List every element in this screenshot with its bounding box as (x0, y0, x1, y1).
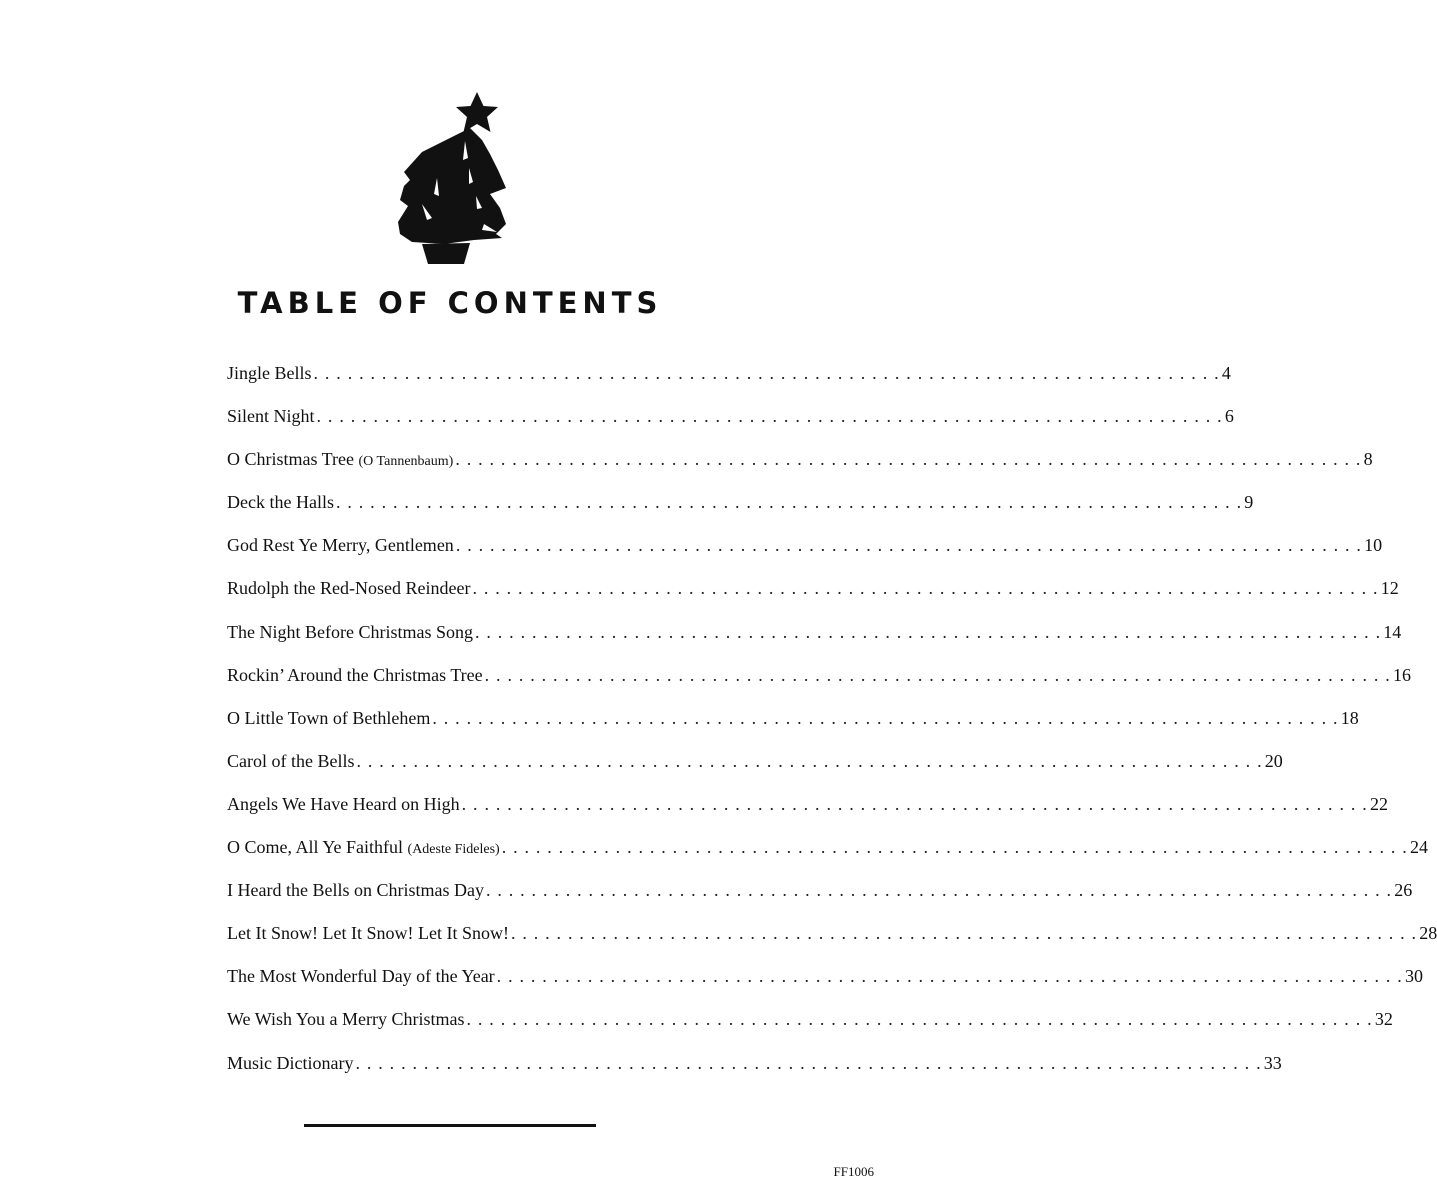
toc-entry-page-number: 30 (1404, 966, 1423, 987)
dot-leader: . . . . . . . . . . . . . . . . . . . . . . . . . . . . . . . . . . . . . . . . . . . . . . . . . . . . . . . . . . . . . . . . . . . . . . . . . . . . . . . . (335, 492, 1243, 513)
toc-entry (227, 917, 1437, 960)
toc-entry-title: Let It Snow! Let It Snow! Let It Snow! (227, 923, 509, 944)
toc-entry-page-number: 26 (1394, 880, 1413, 901)
dot-leader: . . . . . . . . . . . . . . . . . . . . . . . . . . . . . . . . . . . . . . . . . . . . . . . . . . . . . . . . . . . . . . . . . . . . . . . . . . . . . . . . (466, 1009, 1373, 1030)
toc-entry-page-number: 6 (1224, 406, 1234, 427)
toc-entry-page-number: 24 (1410, 837, 1428, 858)
toc-entry-page-number: 20 (1264, 750, 1283, 771)
dot-leader: . . . . . . . . . . . . . . . . . . . . . . . . . . . . . . . . . . . . . . . . . . . . . . . . . . . . . . . . . . . . . . . . . . . . . . . . . . . . . . . . (455, 449, 1362, 470)
toc-entry (227, 1047, 1282, 1090)
toc-entry (227, 874, 1413, 917)
dot-leader: . . . . . . . . . . . . . . . . . . . . . . . . . . . . . . . . . . . . . . . . . . . . . . . . . . . . . . . . . . . . . . . . . . . . . . . . . . . . . . . . (313, 363, 1220, 383)
toc-entry-page-number: 32 (1374, 1009, 1393, 1030)
toc-entry (227, 486, 1254, 529)
toc-entry-title: Silent Night (227, 406, 315, 427)
catalog-code: FF1006 (833, 1164, 874, 1179)
dot-leader: . . . . . . . . . . . . . . . . . . . . . . . . . . . . . . . . . . . . . . . . . . . . . . . . . . . . . . . . . . . . . . . . . . . . . . . . . . . . . . . . (510, 923, 1418, 944)
toc-entry-title: Deck the Halls (227, 492, 334, 513)
christmas-tree-icon (394, 88, 510, 268)
dot-leader: . . . . . . . . . . . . . . . . . . . . . . . . . . . . . . . . . . . . . . . . . . . . . . . . . . . . . . . . . . . . . . . . . . . . . . . . . . . . . . . . (455, 535, 1363, 556)
toc-entry (227, 443, 1373, 486)
toc-entry-page-number: 16 (1392, 664, 1411, 685)
toc-entry-title: I Heard the Bells on Christmas Day (227, 880, 484, 901)
toc-entry (227, 659, 1411, 702)
toc-entry (227, 400, 1234, 443)
dot-leader: . . . . . . . . . . . . . . . . . . . . . . . . . . . . . . . . . . . . . . . . . . . . . . . . . . . . . . . . . . . . . . . . . . . . . . . . . . . . . . . . (432, 707, 1339, 728)
toc-entry-title: O Come, All Ye Faithful (227, 837, 404, 858)
dot-leader: . . . . . . . . . . . . . . . . . . . . . . . . . . . . . . . . . . . . . . . . . . . . . . . . . . . . . . . . . . . . . . . . . . . . . . . . . . . . . . . . (355, 1052, 1262, 1073)
dot-leader: . . . . . . . . . . . . . . . . . . . . . . . . . . . . . . . . . . . . . . . . . . . . . . . . . . . . . . . . . . . . . . . . . . . . . . . . . . . . . . . . (485, 880, 1393, 901)
toc-entry-title: The Most Wonderful Day of the Year (227, 966, 495, 987)
toc-entry-page-number: 18 (1340, 707, 1359, 728)
toc-entry-title: O Little Town of Bethlehem (227, 707, 431, 728)
dot-leader: . . . . . . . . . . . . . . . . . . . . . . . . . . . . . . . . . . . . . . . . . . . . . . . . . . . . . . . . . . . . . . . . . . . . . . . . . . . . . . . . (474, 621, 1382, 642)
toc-entry (227, 357, 1231, 400)
toc-entry (227, 529, 1383, 572)
dot-leader: . . . . . . . . . . . . . . . . . . . . . . . . . . . . . . . . . . . . . . . . . . . . . . . . . . . . . . . . . . . . . . . . . . . . . . . . . . . . . . . . (484, 664, 1391, 685)
toc-entry-page-number: 12 (1380, 578, 1399, 599)
toc-entry-page-number: 8 (1363, 449, 1373, 470)
dot-leader: . . . . . . . . . . . . . . . . . . . . . . . . . . . . . . . . . . . . . . . . . . . . . . . . . . . . . . . . . . . . . . . . . . . . . . . . . . . . . . . . (496, 966, 1403, 987)
dot-leader: . . . . . . . . . . . . . . . . . . . . . . . . . . . . . . . . . . . . . . . . . . . . . . . . . . . . . . . . . . . . . . . . . . . . . . . . . . . . . . . . (316, 406, 1223, 427)
toc-entry (227, 1003, 1393, 1046)
toc-entry-title: Carol of the Bells (227, 750, 355, 771)
toc-entry-subtitle: (O Tannenbaum) (358, 454, 454, 470)
toc-entry-title: O Christmas Tree (227, 449, 355, 470)
toc-list (227, 357, 1437, 1090)
toc-entry-page-number: 4 (1221, 363, 1231, 383)
toc-entry-page-number: 33 (1263, 1052, 1282, 1073)
toc-entry (227, 831, 1428, 874)
toc-entry (227, 702, 1359, 745)
toc-entry-page-number: 14 (1383, 621, 1402, 642)
toc-entry-title: Music Dictionary (227, 1052, 354, 1073)
toc-entry-page-number: 9 (1244, 492, 1254, 513)
toc-entry-title: God Rest Ye Merry, Gentlemen (227, 535, 454, 556)
divider (304, 1124, 596, 1127)
toc-entry-title: Angels We Have Heard on High (227, 793, 460, 814)
toc-entry (227, 960, 1423, 1003)
toc-entry-title: Rockin’ Around the Christmas Tree (227, 664, 483, 685)
toc-entry-page-number: 28 (1419, 923, 1437, 944)
toc-entry (227, 788, 1388, 831)
toc-entry-title: We Wish You a Merry Christmas (227, 1009, 465, 1030)
toc-entry (227, 616, 1402, 659)
dot-leader: . . . . . . . . . . . . . . . . . . . . . . . . . . . . . . . . . . . . . . . . . . . . . . . . . . . . . . . . . . . . . . . . . . . . . . . . . . . . . . . . (356, 750, 1263, 771)
toc-entry-page-number: 22 (1369, 793, 1388, 814)
page-title: TABLE OF CONTENTS (237, 286, 663, 320)
dot-leader: . . . . . . . . . . . . . . . . . . . . . . . . . . . . . . . . . . . . . . . . . . . . . . . . . . . . . . . . . . . . . . . . . . . . . . . . . . . . . . . . (472, 578, 1379, 599)
toc-entry-title: Jingle Bells (227, 363, 312, 383)
dot-leader: . . . . . . . . . . . . . . . . . . . . . . . . . . . . . . . . . . . . . . . . . . . . . . . . . . . . . . . . . . . . . . . . . . . . . . . . . . . . . . . . (461, 793, 1368, 814)
toc-entry-title: Rudolph the Red-Nosed Reindeer (227, 578, 471, 599)
toc-entry-subtitle: (Adeste Fideles) (407, 842, 500, 858)
toc-entry (227, 745, 1283, 788)
toc-entry-title: The Night Before Christmas Song (227, 621, 473, 642)
toc-entry (227, 572, 1399, 615)
dot-leader: . . . . . . . . . . . . . . . . . . . . . . . . . . . . . . . . . . . . . . . . . . . . . . . . . . . . . . . . . . . . . . . . . . . . . . . . . . . . . . . . (501, 837, 1408, 858)
toc-entry-page-number: 10 (1364, 535, 1383, 556)
